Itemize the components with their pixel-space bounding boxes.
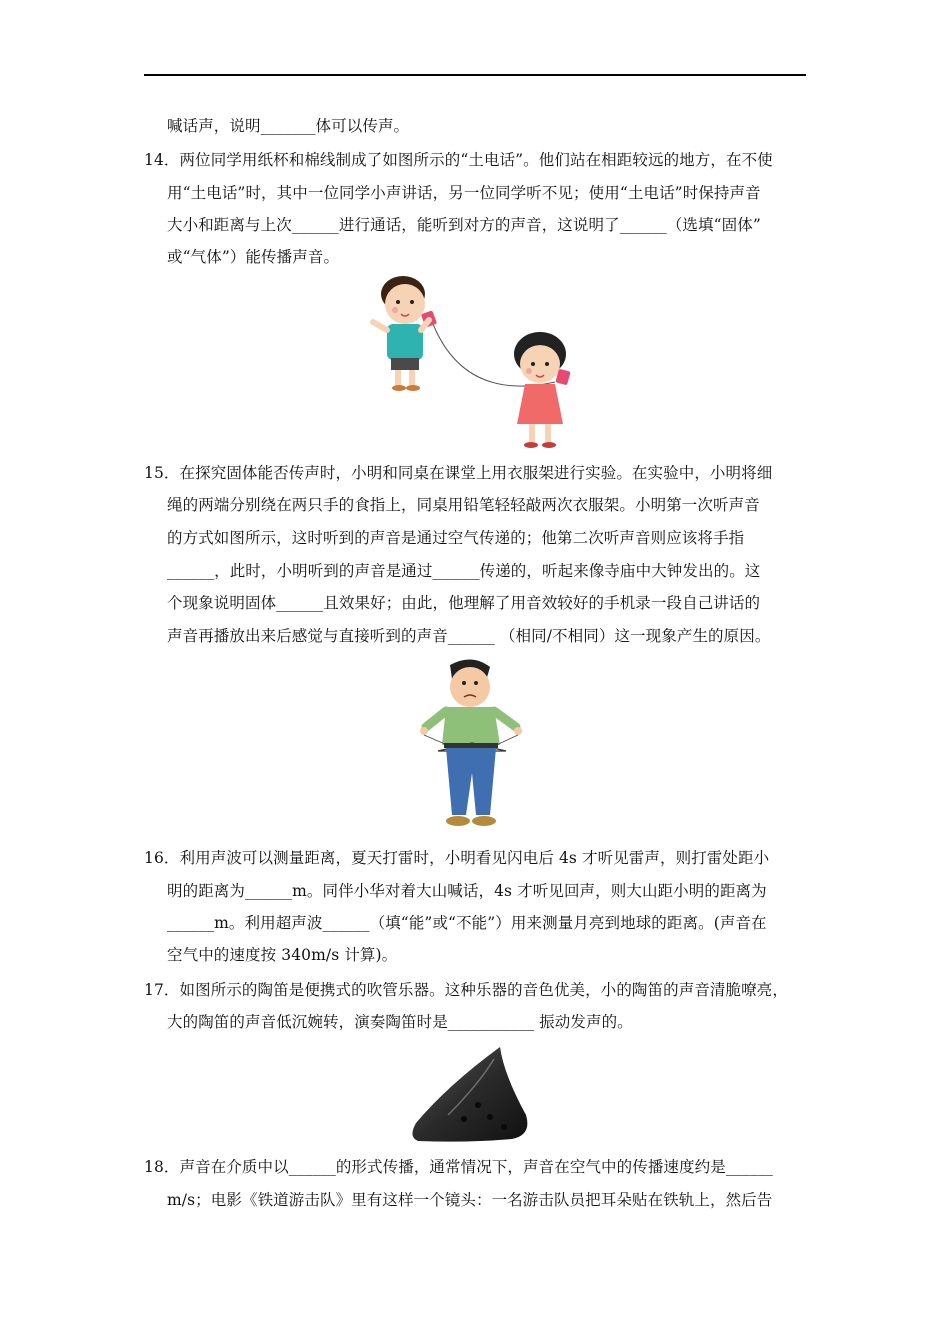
text-line: 绳的两端分别绕在两只手的食指上，同桌用铅笔轻轻敲两次衣服架。小明第一次听声音 [167, 496, 760, 514]
question-14-line: 14．两位同学用纸杯和棉线制成了如图所示的“土电话”。他们站在相距较远的地方，在不使 [144, 151, 773, 169]
text-line: ______m。利用超声波______（填“能”或“不能”）用来测量月亮到地球的距离。(声音在 [167, 914, 767, 932]
question-16-line: 16．利用声波可以测量距离，夏天打雷时，小明看见闪电后 4s 才听见雷声，则打雷处距小 [144, 849, 770, 867]
text-line: ______，此时，小明听到的声音是通过______传递的，听起来像寺庙中大钟发出的。这 [167, 562, 761, 580]
header-rule [144, 74, 806, 76]
text-line: 大的陶笛的声音低沉婉转，演奏陶笛时是___________ 振动发声的。 [167, 1013, 633, 1031]
question-15-line: 15．在探究固体能否传声时，小明和同桌在课堂上用衣服架进行实验。在实验中，小明将细 [144, 464, 773, 482]
text-line: 空气中的速度按 340m/s 计算)。 [167, 946, 398, 964]
text-line: 的方式如图所示，这时听到的声音是通过空气传递的；他第二次听声音则应该将手指 [167, 529, 745, 547]
text-line: m/s；电影《铁道游击队》里有这样一个镜头：一名游击队员把耳朵贴在铁轨上，然后告 [167, 1191, 773, 1209]
boy-with-hanger-illustration [412, 655, 537, 833]
text-line: 喊话声，说明_______体可以传声。 [167, 117, 410, 135]
tin-can-phone-illustration [365, 272, 595, 462]
question-17-line: 17．如图所示的陶笛是便携式的吹管乐器。这种乐器的音色优美，小的陶笛的声音清脆嘹亮， [144, 981, 788, 999]
text-line: 声音再播放出来后感觉与直接听到的声音______ （相同/不相同）这一现象产生的原因。 [167, 627, 771, 645]
text-line: 或“气体”）能传播声音。 [167, 248, 340, 266]
text-line: 大小和距离与上次______进行通话，能听到对方的声音，这说明了______（选填“固体” [167, 216, 761, 234]
ocarina-illustration [408, 1045, 534, 1145]
text-line: 个现象说明固体______且效果好；由此，他理解了用音效较好的手机录一段自己讲话的 [167, 594, 761, 612]
text-line: 用“土电话”时，其中一位同学小声讲话，另一位同学听不见；使用“土电话”时保持声音 [167, 184, 761, 202]
text-line: 明的距离为______m。同伴小华对着大山喊话，4s 才听见回声，则大山距小明的距离为 [167, 882, 767, 900]
question-18-line: 18．声音在介质中以______的形式传播，通常情况下，声音在空气中的传播速度约是______ [144, 1158, 773, 1176]
